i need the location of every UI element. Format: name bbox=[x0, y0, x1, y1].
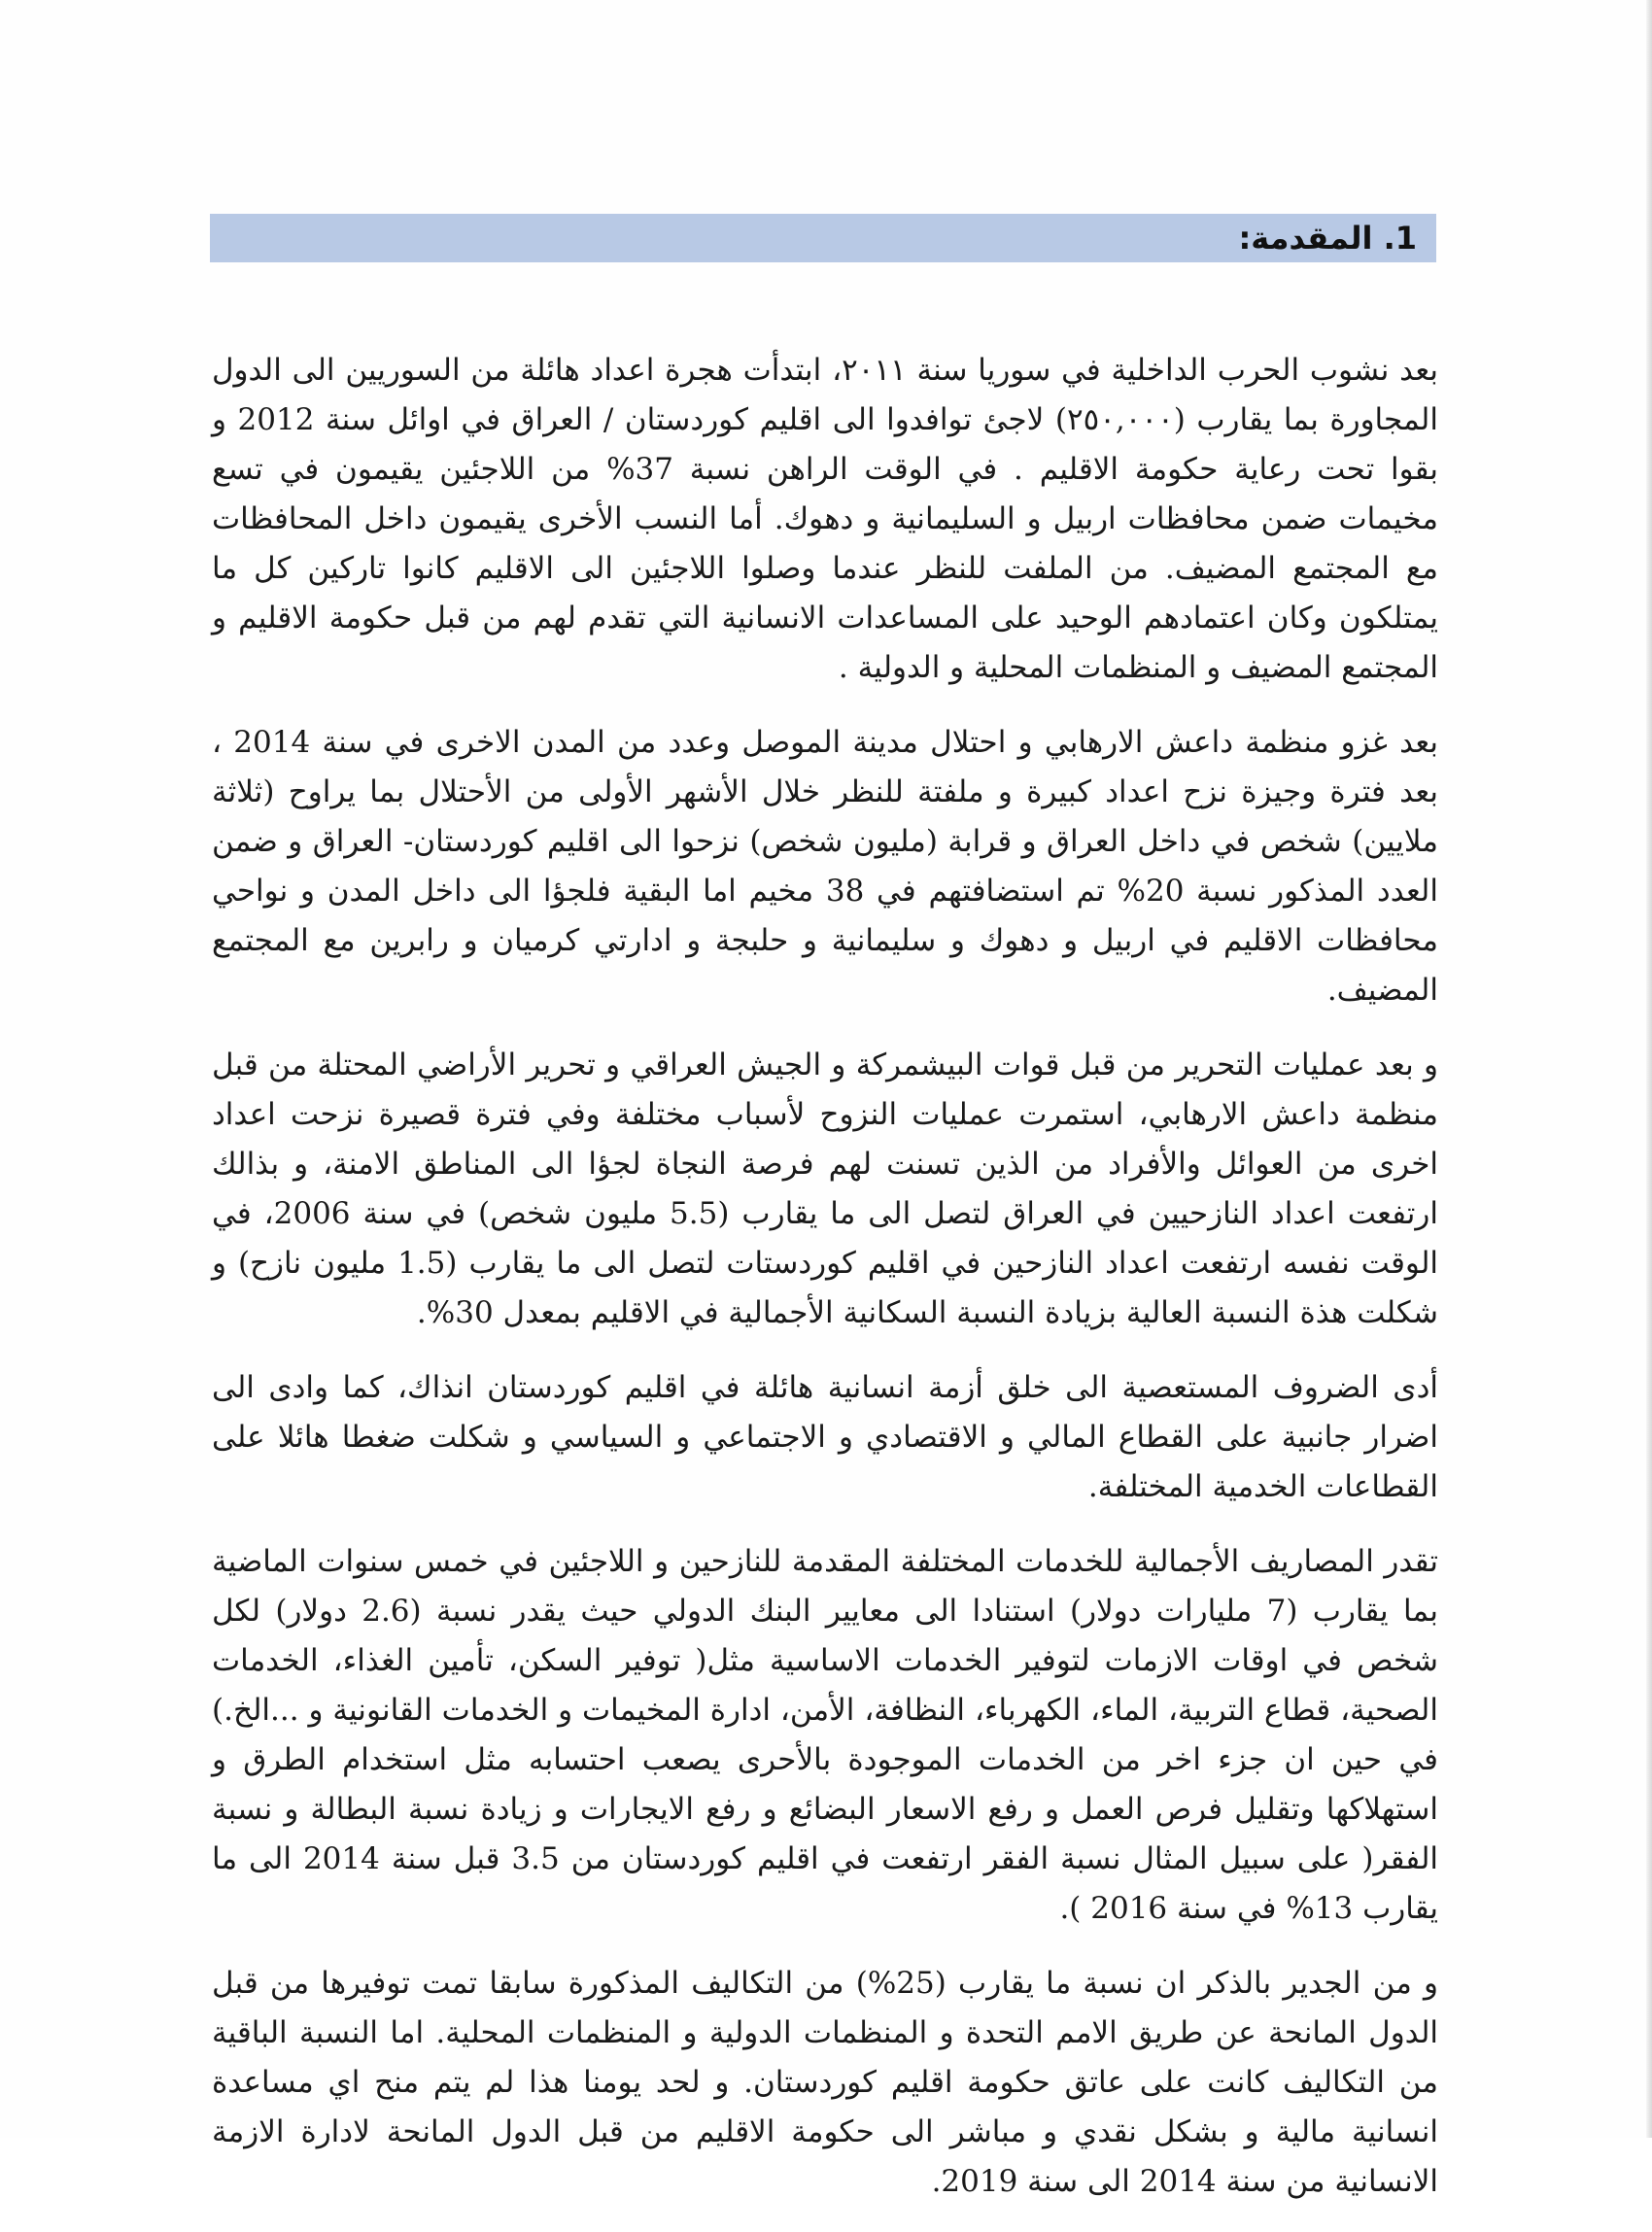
paragraph-service-costs: تقدر المصاريف الأجمالية للخدمات المختلفة المقدمة للنازحين و اللاجئين في خمس سنوات الماضية بما يقارب (7 مليارات دولار) استنادا الى معايير البنك الدولي حيث يقدر نسبة (2.6 دولار) لكل شخص في اوقات الازمات لتوفير الخدمات الاساسية مثل( توفير السكن، تأمين الغذاء، الخدمات الصحية، قطاع التربية، الماء، الكهرباء، النظافة، الأمن، ادارة المخيمات و الخدمات القانونية و ...الخ.) في حين ان جزء اخر من الخدمات الموجودة بالأحرى يصعب احتسابه مثل استخدام الطرق و استهلاكها وتقليل فرص العمل و رفع الاسعار البضائع و رفع الايجارات و زيادة نسبة البطالة و نسبة الفقر( على سبيل المثال نسبة الفقر ارتفعت في اقليم كوردستان من 3.5 قبل سنة 2014 الى ما يقارب 13% في سنة 2016 ). bbox=[212, 1544, 1439, 1926]
paragraph-liberation-operations: و بعد عمليات التحرير من قبل قوات البيشمركة و الجيش العراقي و تحرير الأراضي المحتلة من قبل منظمة داعش الارهابي، استمرت عمليات النزوح لأسباب مختلفة وفي فترة قصيرة نزحت اعداد اخرى من العوائل والأفراد من الذين تسنت لهم فرصة النجاة لجؤا الى المناطق الامنة، و بذالك ارتفعت اعداد النازحيين في العراق لتصل الى ما يقارب (5.5 مليون شخص) في سنة 2006، في الوقت نفسه ارتفعت اعداد النازحين في اقليم كوردستات لتصل الى ما يقارب (1.5 مليون نازح) و شكلت هذة النسبة العالية بزيادة النسبة السكانية الأجمالية في الاقليم بمعدل 30%. bbox=[212, 1047, 1438, 1330]
document-body bbox=[212, 346, 1438, 2232]
paragraph-isis-displacement: بعد غزو منظمة داعش الارهابي و احتلال مدينة الموصل وعدد من المدن الاخرى في سنة 2014 ، بعد فترة وجيزة نزح اعداد كبيرة و ملفتة للنظر خلال الأشهر الأولى من الأحتلال بما يراوح (ثلاثة ملايين) شخص في داخل العراق و قرابة (مليون شخص) نزحوا الى اقليم كوردستان- العراق و ضمن العدد المذكور نسبة 20% تم استضافتهم في 38 مخيم اما البقية فلجؤا الى داخل المدن و نواحي محافظات الاقليم في اربيل و دهوك و سليمانية و حلبجة و ادارتي كرميان و رابرين مع المجتمع المضيف. bbox=[212, 725, 1439, 1008]
paragraph-humanitarian-crisis: أدى الضروف المستعصية الى خلق أزمة انسانية هائلة في اقليم كوردستان انذاك، كما وادى الى اضرار جانبية على القطاع المالي و الاقتصادي و الاجتماعي و السياسي و شكلت ضغطا هائلا على القطاعات الخدمية المختلفة. bbox=[212, 1370, 1438, 1504]
section-heading: 1. المقدمة: bbox=[1238, 220, 1417, 257]
section-heading-bar bbox=[210, 214, 1436, 262]
paragraph-syrian-refugees: بعد نشوب الحرب الداخلية في سوريا سنة ٢٠١١، ابتدأت هجرة اعداد هائلة من السوريين الى الدول المجاورة بما يقارب (٢٥٠,٠٠٠) لاجئ توافدوا الى اقليم كوردستان / العراق في اوائل سنة 2012 و بقوا تحت رعاية حكومة الاقليم . في الوقت الراهن نسبة 37% من اللاجئين يقيمون في تسع مخيمات ضمن محافظات اربيل و السليمانية و دهوك. أما النسب الأخرى يقيمون داخل المحافظات مع المجتمع المضيف. من الملفت للنظر عندما وصلوا اللاجئين الى الاقليم كانوا تاركين كل ما يمتلكون وكان اعتمادهم الوحيد على المساعدات الانسانية التي تقدم لهم من قبل حكومة الاقليم و المجتمع المضيف و المنظمات المحلية و الدولية . bbox=[212, 353, 1438, 685]
paragraph-donor-funding: و من الجدير بالذكر ان نسبة ما يقارب (25%) من التكاليف المذكورة سابقا تمت توفيرها من قبل الدول المانحة عن طريق الامم التحدة و المنظمات الدولية و المنظمات المحلية. اما النسبة الباقية من التكاليف كانت على عاتق حكومة اقليم كوردستان. و لحد يومنا هذا لم يتم منح اي مساعدة انسانية مالية و بشكل نقدي و مباشر الى حكومة الاقليم من قبل الدول المانحة لادارة الازمة الانسانية من سنة 2014 الى سنة 2019. bbox=[212, 1966, 1439, 2199]
page-edge-shadow bbox=[1646, 0, 1652, 2138]
